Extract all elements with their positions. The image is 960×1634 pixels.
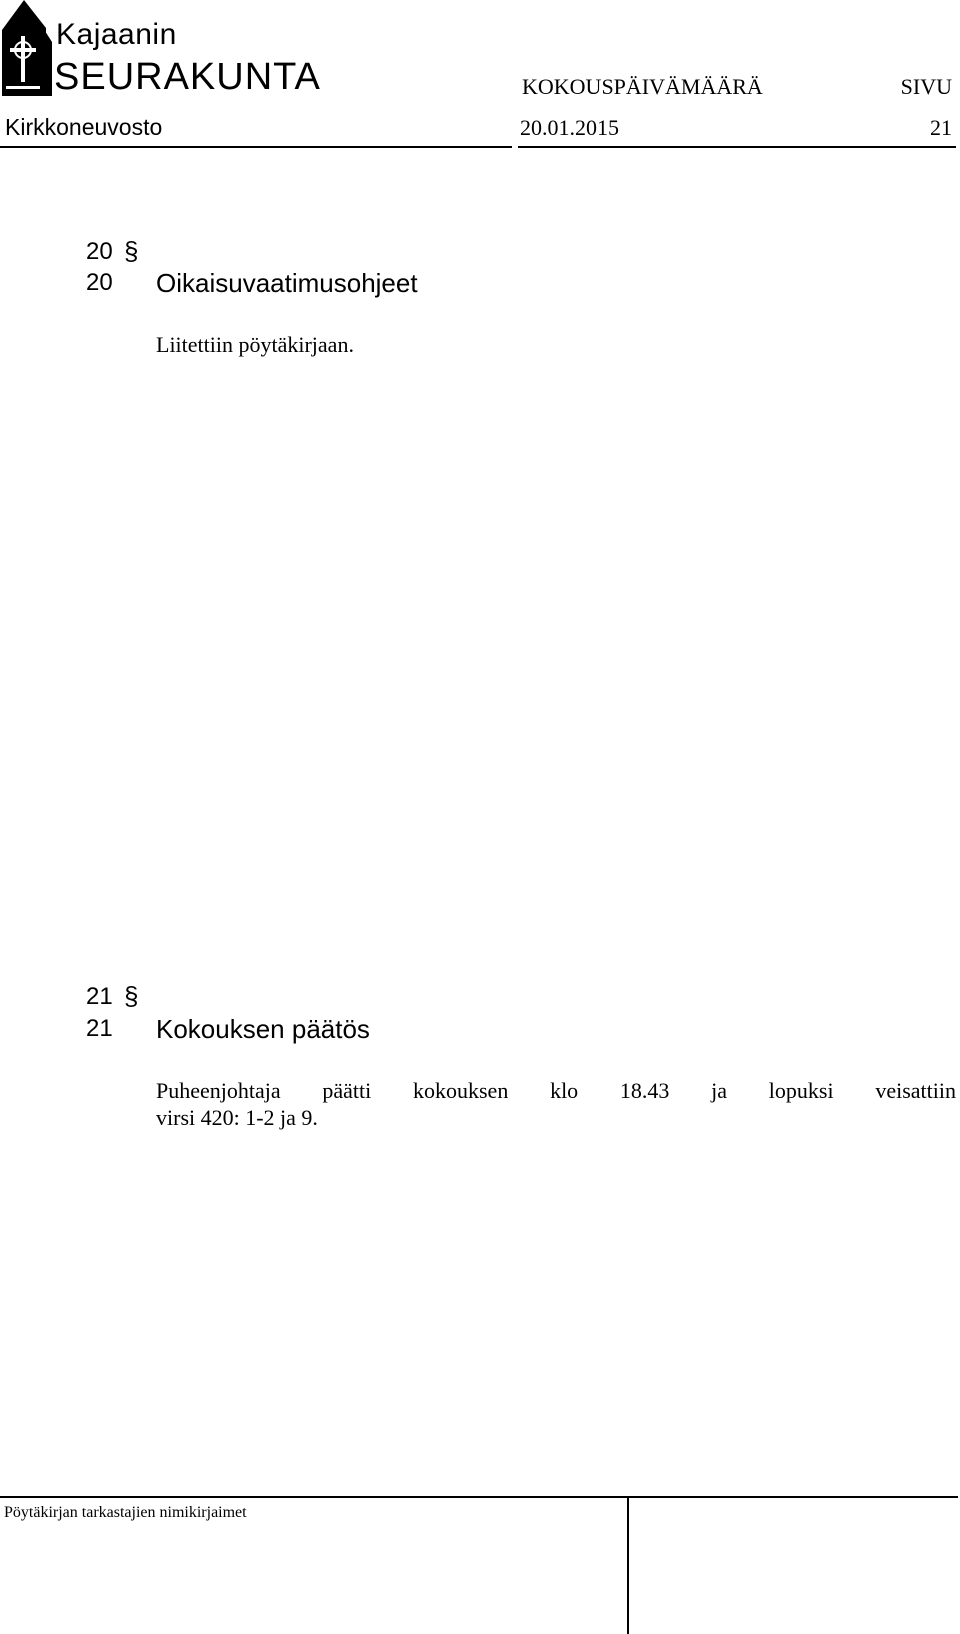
meeting-date-label: KOKOUSPÄIVÄMÄÄRÄ — [522, 74, 763, 99]
section-sign-icon: § — [124, 236, 139, 266]
page-number: 21 — [930, 115, 952, 140]
section-title-number: 20 — [86, 269, 113, 296]
meeting-date: 20.01.2015 — [520, 115, 619, 140]
church-logo-icon — [2, 0, 52, 96]
logo-text-seurakunta: SEURAKUNTA — [54, 56, 321, 98]
section-title-number: 21 — [86, 1015, 113, 1042]
body-line: Liitettiin pöytäkirjaan. — [156, 332, 354, 357]
section-number: 20 — [86, 238, 113, 265]
section-title: Oikaisuvaatimusohjeet — [156, 268, 418, 298]
body-line: Puheenjohtaja päätti kokouksen klo 18.43 ja lopuksi veisattiin — [156, 1078, 956, 1103]
section-sign-icon: § — [124, 981, 139, 1011]
reviewers-initials-label: Pöytäkirjan tarkastajien nimikirjaimet — [4, 1504, 247, 1521]
footer-column-divider — [627, 1496, 629, 1634]
body-line: virsi 420: 1-2 ja 9. — [156, 1105, 318, 1130]
header-divider-right — [518, 146, 956, 148]
logo-text-kajaanin: Kajaanin — [56, 18, 177, 51]
page-label: SIVU — [900, 74, 952, 99]
organization-name: Kirkkoneuvosto — [5, 114, 163, 140]
footer-divider — [0, 1496, 958, 1498]
section-title: Kokouksen päätös — [156, 1014, 370, 1044]
section-body — [156, 1077, 956, 1131]
church-logo — [2, 0, 332, 98]
section-number: 21 — [86, 983, 113, 1010]
header-divider-left — [0, 146, 512, 148]
section-body — [156, 331, 956, 358]
